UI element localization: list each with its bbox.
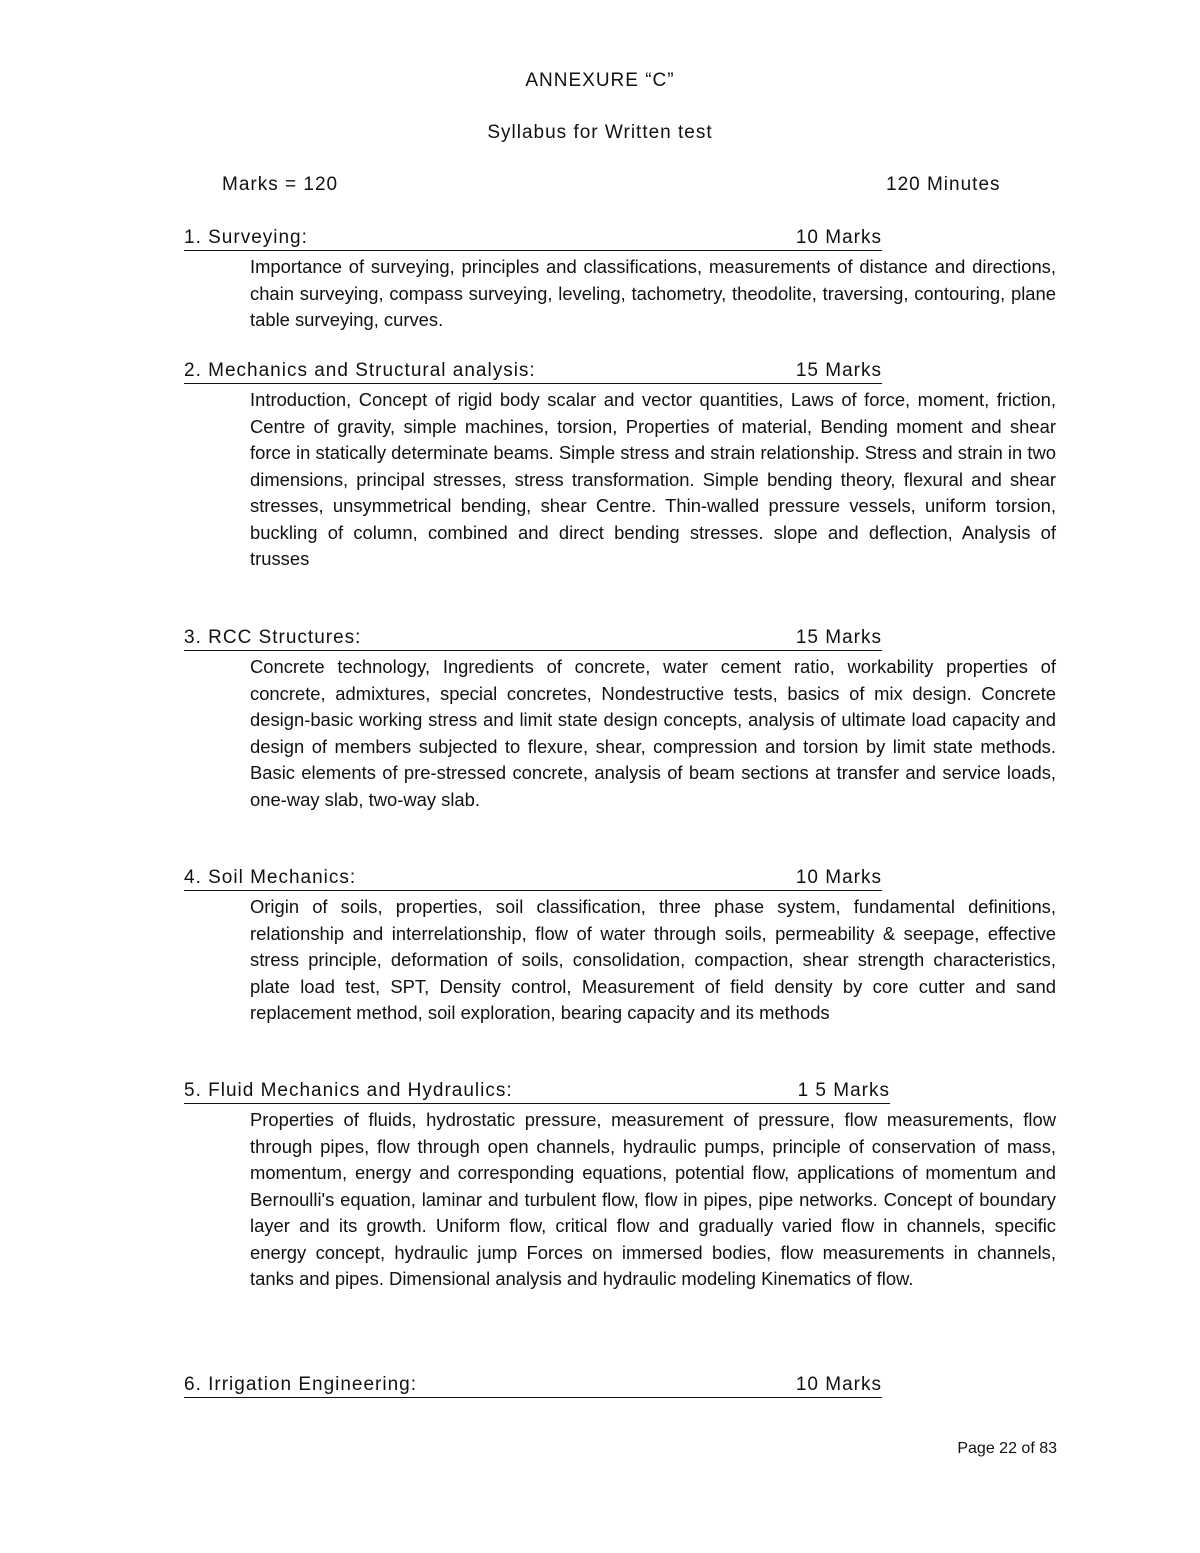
total-marks: Marks = 120	[222, 174, 339, 195]
section-marks: 1 5 Marks	[797, 1080, 890, 1101]
section-heading-rcc	[184, 626, 882, 651]
section-marks: 15 Marks	[795, 360, 882, 381]
section-body-fluid: Properties of fluids, hydrostatic pressure, measurement of pressure, flow measurements, flow through pipes, flow through open channels, hydraulic pumps, principle of conservation of mass, momentum, energy and corresponding equations, potential flow, applications of momentum and Bernoulli's equation, laminar and turbulent flow, flow in pipes, pipe networks. Concept of boundary layer and its growth. Uniform flow, critical flow and gradually varied flow in channels, specific energy concept, hydraulic jump Forces on immersed bodies, flow measurements in channels, tanks and pipes. Dimensional analysis and hydraulic modeling Kinematics of flow.	[250, 1109, 1056, 1289]
section-body-soil: Origin of soils, properties, soil classification, three phase system, fundamental definitions, relationship and interrelationship, flow of water through soils, permeability & seepage, effective stress principle, deformation of soils, consolidation, compaction, shear strength characteristics, plate load test, SPT, Density control, Measurement of field density by core cutter and sand replacement method, soil exploration, bearing capacity and its methods	[250, 896, 1056, 1023]
syllabus-subtitle: Syllabus for Written test	[487, 122, 713, 143]
test-duration: 120 Minutes	[886, 174, 1001, 195]
section-body-mechanics: Introduction, Concept of rigid body scalar and vector quantities, Laws of force, moment, friction, Centre of gravity, simple machines, torsion, Properties of material, Bending moment and shear force in statically determinate beams. Simple stress and strain relationship. Stress and strain in two dimensions, principal stresses, stress transformation. Simple bending theory, flexural and shear stresses, unsymmetrical bending, shear Centre. Thin-walled pressure vessels, uniform torsion, buckling of column, combined and direct bending stresses. slope and deflection, Analysis of trusses	[250, 389, 1056, 569]
annexure-title: ANNEXURE “C”	[525, 70, 675, 91]
section-marks: 10 Marks	[795, 867, 882, 888]
section-title: 2. Mechanics and Structural analysis:	[184, 360, 536, 381]
section-heading-mechanics	[184, 359, 882, 384]
section-marks: 15 Marks	[795, 627, 882, 648]
section-heading-irrigation	[184, 1373, 882, 1398]
section-title: 4. Soil Mechanics:	[184, 867, 357, 888]
section-body-surveying: Importance of surveying, principles and classifications, measurements of distance and directions, chain surveying, compass surveying, leveling, tachometry, theodolite, traversing, contouring, plane table surveying, curves.	[250, 256, 1056, 330]
section-title: 5. Fluid Mechanics and Hydraulics:	[184, 1080, 513, 1101]
section-title: 1. Surveying:	[184, 227, 308, 248]
section-heading-soil	[184, 866, 882, 891]
page-number: Page 22 of 83	[957, 1440, 1057, 1457]
section-marks: 10 Marks	[795, 1374, 882, 1395]
section-heading-fluid	[184, 1079, 890, 1104]
section-heading-surveying	[184, 226, 882, 251]
section-title: 3. RCC Structures:	[184, 627, 362, 648]
section-marks: 10 Marks	[795, 227, 882, 248]
section-title: 6. Irrigation Engineering:	[184, 1374, 418, 1395]
section-body-rcc: Concrete technology, Ingredients of concrete, water cement ratio, workability properties of concrete, admixtures, special concretes, Nondestructive tests, basics of mix design. Concrete design-basic working stress and limit state design concepts, analysis of ultimate load capacity and design of members subjected to flexure, shear, compression and torsion by limit state methods. Basic elements of pre-stressed concrete, analysis of beam sections at transfer and service loads, one-way slab, two-way slab.	[250, 656, 1056, 810]
